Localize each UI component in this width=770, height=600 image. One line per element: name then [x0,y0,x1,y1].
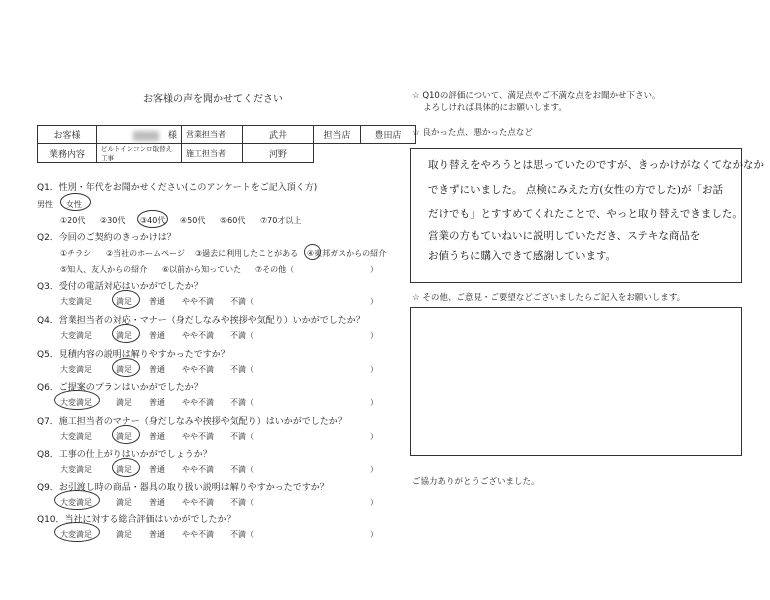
other-box [410,307,742,456]
page-title: お客様の声を聞かせてください [143,94,283,105]
q4-scale-5: 不満（ [230,331,254,340]
other-heading: ☆ その他、ご意見・ご要望などございましたらご記入をお願いします。 [412,293,686,303]
work-value: ビルトインコンロ取替え工事 [97,144,182,163]
q9-scale-1: 大変満足 [60,498,92,507]
q7-scale-6: ） [370,432,378,441]
q8-scale-1: 大変満足 [60,465,92,474]
sales-label: 営業担当者 [182,126,243,144]
q4-scale-3: 普通 [149,331,165,340]
q3-scale-4: やや不満 [182,297,214,306]
q7-scale-2: 満足 [116,432,132,441]
work-label: 業務内容 [38,144,97,163]
branch-name: 豊田店 [361,126,416,144]
q7-scale-3: 普通 [149,432,165,441]
q6-scale-2: 満足 [116,398,132,407]
q9-scale-4: やや不満 [182,498,214,507]
handwritten-line-1: 取り替えをやろうとは思っていたのですが、きっかけがなくてなかなか [428,159,764,171]
q3-scale-5: 不満（ [230,297,254,306]
q7-scale-4: やや不満 [182,432,214,441]
q4-scale-6: ） [370,331,378,340]
q5-text: Q5．見積内容の説明は解りやすかったですか？ [37,350,230,360]
q3-text: Q3．受付の電話対応はいかがでしたか？ [37,282,203,292]
q4-answer-circle [112,324,140,343]
q10-scale-4: やや不満 [182,530,214,539]
info-table [37,125,416,163]
construction-label: 施工担当者 [182,144,243,163]
q2-opt-5: ⑤知人、友人からの紹介 [60,265,148,274]
q6-text: Q6．ご提案のプランはいかがでしたか？ [37,383,203,393]
handwritten-line-3: だけでも」とすすめてくれたことで、やっと取り替えできました。 [428,208,743,220]
branch-label: 担当店 [314,126,361,144]
q9-scale-6: ） [370,498,378,507]
q1-age-40-circle [137,210,168,228]
q5-scale-4: やや不満 [182,365,214,374]
good-bad-heading: ☆ 良かった点、悪かった点など [412,128,533,138]
redacted-name [133,131,159,141]
q2-opt-2: ②当社のホームページ [106,249,186,258]
q8-text: Q8．工事の仕上がりはいかがでしょうか？ [37,450,212,460]
q1-text: Q1．性別・年代をお聞かせください(このアンケートをご記入頂く方) [37,183,318,193]
q10-scale-1: 大変満足 [60,530,92,539]
q10-note-line1: ☆ Q10の評価について、満足点やご不満な点をお聞かせ下さい。 [412,91,661,101]
q9-scale-5: 不満（ [230,498,254,507]
q1-male: 男性 [37,200,53,209]
q6-scale-6: ） [370,398,378,407]
q10-scale-2: 満足 [116,530,132,539]
customer-label: お客様 [38,126,97,144]
q4-text: Q4．営業担当者の対応・マナー（身だしなみや挨拶や気配り）いかがでしたか？ [37,316,365,326]
q4-scale-1: 大変満足 [60,331,92,340]
handwritten-line-2: できずにいました。 点検にみえた方(女性の方でした)が「お話 [428,184,724,196]
q2-opt-4: ④東邦ガスからの紹介 [307,249,387,258]
q6-scale-3: 普通 [149,398,165,407]
handwritten-line-4: 営業の方もていねいに説明していただき、ステキな商品を [428,230,701,242]
q2-opt-3: ③過去に利用したことがある [195,249,299,258]
q5-scale-2: 満足 [116,365,132,374]
q6-scale-5: 不満（ [230,398,254,407]
q1-age-40: ③40代 [140,216,166,225]
q8-scale-4: やや不満 [182,465,214,474]
q5-scale-5: 不満（ [230,365,254,374]
q1-female-circle [60,193,91,211]
q3-scale-1: 大変満足 [60,297,92,306]
q6-scale-4: やや不満 [182,398,214,407]
q10-answer-circle [54,522,100,542]
q6-scale-1: 大変満足 [60,398,92,407]
q9-scale-3: 普通 [149,498,165,507]
q4-scale-4: やや不満 [182,331,214,340]
q10-scale-5: 不満（ [230,530,254,539]
q1-age-60: ⑤60代 [220,216,246,225]
q1-age-20: ①20代 [60,216,86,225]
q4-scale-2: 満足 [116,331,132,340]
q8-scale-3: 普通 [149,465,165,474]
q6-answer-circle [54,390,100,410]
q2-opt-4-circle [304,244,321,260]
q3-scale-3: 普通 [149,297,165,306]
q7-scale-5: 不満（ [230,432,254,441]
q8-scale-6: ） [370,465,378,474]
q9-answer-circle [54,490,100,510]
q7-scale-1: 大変満足 [60,432,92,441]
q5-scale-1: 大変満足 [60,365,92,374]
q3-scale-2: 満足 [116,297,132,306]
q10-scale-3: 普通 [149,530,165,539]
q7-answer-circle [112,425,140,444]
q2-text: Q2．今回のご契約のきっかけは？ [37,233,176,243]
customer-suffix: 様 [167,131,177,141]
q3-scale-6: ） [370,297,378,306]
thanks-text: ご協力ありがとうございました。 [412,477,540,487]
q1-female: 女性 [66,200,82,209]
q2-opt-7-close: ） [370,265,378,274]
sales-name: 武井 [243,126,314,144]
customer-cell [97,126,182,144]
q1-age-30: ②30代 [100,216,126,225]
q2-opt-7: ⑦その他（ [255,265,295,274]
q10-note-line2: よろしければ具体的にお願いします。 [423,103,567,113]
construction-name: 河野 [243,144,314,163]
q2-opt-1: ①チラシ [60,249,92,258]
q10-text: Q10．当社に対する総合評価はいかがでしたか？ [37,515,236,525]
q2-opt-6: ⑥以前から知っていた [162,265,242,274]
q8-answer-circle [112,458,140,477]
q1-age-70: ⑦70才以上 [260,216,302,225]
handwritten-line-5: お値うちに購入できて感謝しています。 [428,250,617,262]
q9-text: Q9．お引渡し時の商品・器具の取り扱い説明は解りやすかったですか？ [37,483,329,493]
q10-scale-6: ） [370,530,378,539]
q3-answer-circle [112,290,140,309]
q8-scale-2: 満足 [116,465,132,474]
q5-scale-3: 普通 [149,365,165,374]
q9-scale-2: 満足 [116,498,132,507]
q5-scale-6: ） [370,365,378,374]
q7-text: Q7．施工担当者のマナー（身だしなみや挨拶や気配り）はいかがでしたか？ [37,417,347,427]
q1-age-50: ④50代 [180,216,206,225]
q8-scale-5: 不満（ [230,465,254,474]
q5-answer-circle [112,358,140,377]
